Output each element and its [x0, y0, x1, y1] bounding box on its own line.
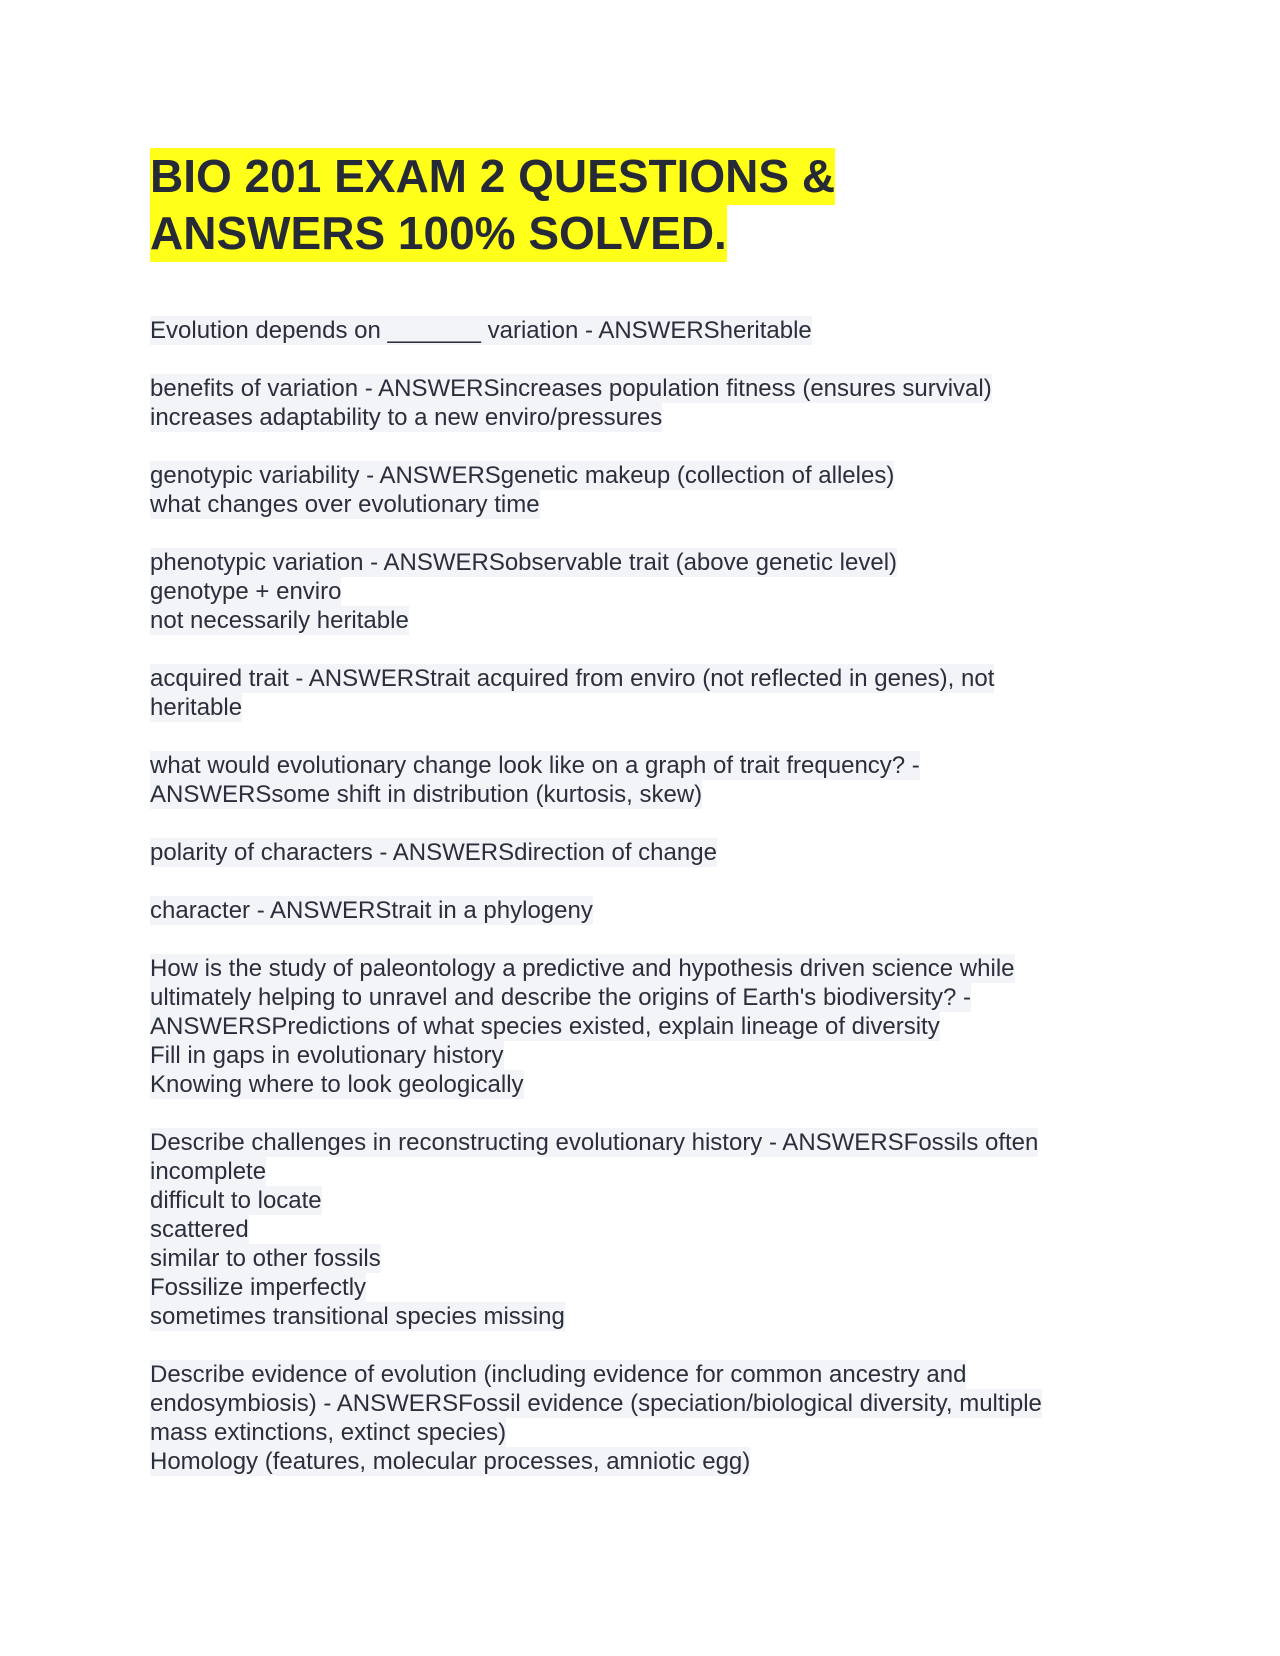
qa-entry [150, 751, 1130, 809]
qa-line: phenotypic variation - ANSWERSobservable trait (above genetic level) [150, 549, 898, 576]
qa-entry [150, 664, 1130, 722]
qa-line: Knowing where to look geologically [150, 1071, 524, 1098]
qa-line: genotype + enviro [150, 578, 342, 605]
document-title [150, 148, 1130, 262]
qa-line: sometimes transitional species missing [150, 1303, 565, 1330]
qa-line: similar to other fossils [150, 1245, 381, 1272]
qa-line: what changes over evolutionary time [150, 491, 540, 518]
qa-entry [150, 896, 1130, 925]
qa-entry [150, 548, 1130, 635]
title-line: ANSWERS 100% SOLVED. [150, 205, 727, 262]
qa-line: ANSWERSPredictions of what species existed, explain lineage of diversity [150, 1013, 940, 1040]
qa-line: Describe challenges in reconstructing evolutionary history - ANSWERSFossils often [150, 1129, 1039, 1156]
qa-entry [150, 374, 1130, 432]
qa-line: Describe evidence of evolution (including evidence for common ancestry and [150, 1361, 967, 1388]
qa-line: mass extinctions, extinct species) [150, 1419, 507, 1446]
qa-line: what would evolutionary change look like on a graph of trait frequency? - [150, 752, 920, 779]
qa-line: character - ANSWERStrait in a phylogeny [150, 897, 593, 924]
qa-entry [150, 1128, 1130, 1331]
qa-line: endosymbiosis) - ANSWERSFossil evidence (speciation/biological diversity, multiple [150, 1390, 1042, 1417]
qa-line: difficult to locate [150, 1187, 322, 1214]
qa-entry [150, 838, 1130, 867]
qa-entry [150, 954, 1130, 1099]
qa-line: acquired trait - ANSWERStrait acquired from enviro (not reflected in genes), not [150, 665, 995, 692]
qa-line: benefits of variation - ANSWERSincreases population fitness (ensures survival) [150, 375, 992, 402]
qa-line: polarity of characters - ANSWERSdirection of change [150, 839, 717, 866]
qa-line: Evolution depends on _______ variation - ANSWERSheritable [150, 317, 812, 344]
qa-line: Fossilize imperfectly [150, 1274, 367, 1301]
qa-line: ANSWERSsome shift in distribution (kurtosis, skew) [150, 781, 703, 808]
qa-line: How is the study of paleontology a predictive and hypothesis driven science while [150, 955, 1015, 982]
qa-line: heritable [150, 694, 243, 721]
qa-entry [150, 316, 1130, 345]
qa-line: scattered [150, 1216, 249, 1243]
title-line: BIO 201 EXAM 2 QUESTIONS & [150, 148, 835, 205]
qa-line: Homology (features, molecular processes, amniotic egg) [150, 1448, 751, 1475]
qa-line: not necessarily heritable [150, 607, 409, 634]
qa-line: increases adaptability to a new enviro/pressures [150, 404, 663, 431]
qa-line: incomplete [150, 1158, 267, 1185]
document-page [150, 148, 1130, 1505]
qa-entry [150, 461, 1130, 519]
qa-entry [150, 1360, 1130, 1476]
qa-line: ultimately helping to unravel and describe the origins of Earth's biodiversity? - [150, 984, 972, 1011]
qa-line: genotypic variability - ANSWERSgenetic makeup (collection of alleles) [150, 462, 895, 489]
qa-line: Fill in gaps in evolutionary history [150, 1042, 504, 1069]
